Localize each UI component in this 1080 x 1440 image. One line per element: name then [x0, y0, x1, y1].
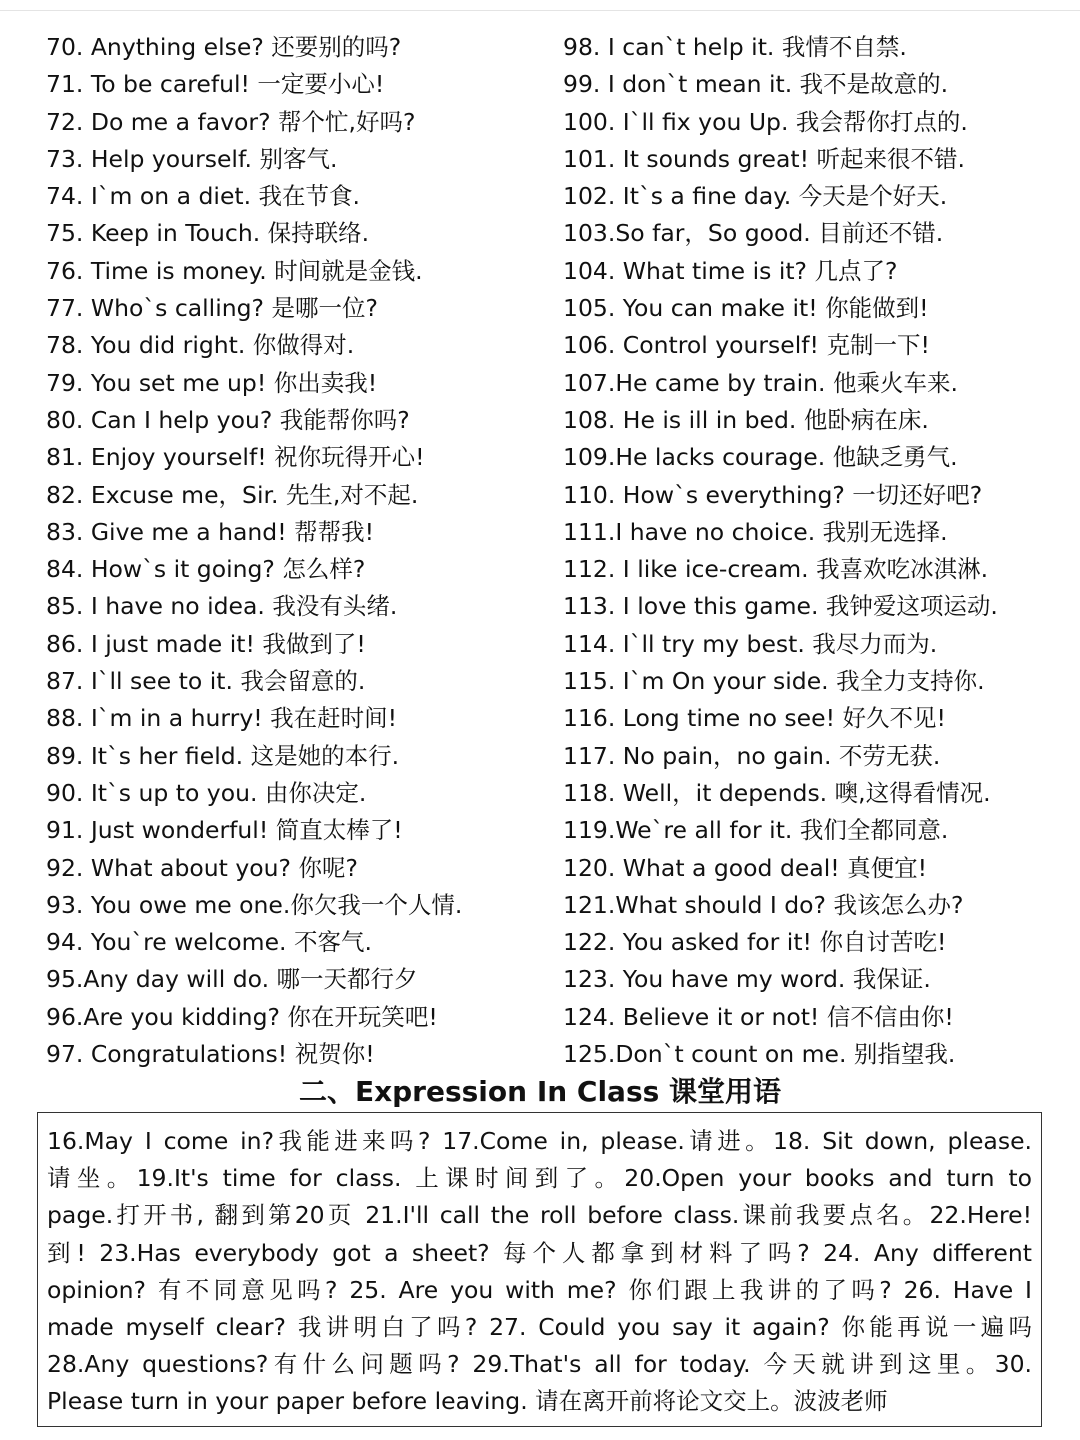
phrase-item: 74. I`m on a diet. 我在节食.: [46, 182, 361, 211]
phrase-item: 124. Believe it or not! 信不信由你!: [563, 1002, 954, 1031]
phrase-item: 88. I`m in a hurry! 我在赶时间!: [46, 704, 398, 733]
phrase-item: 79. You set me up! 你出卖我!: [46, 368, 378, 397]
section-title: 二、Expression In Class 课堂用语: [298, 1075, 782, 1108]
phrase-item: 103.So far，So good. 目前还不错.: [563, 219, 944, 248]
phrase-item: 75. Keep in Touch. 保持联络.: [46, 219, 370, 248]
class-expressions-line: Please turn in your paper before leaving. 请在离开前将论文交上。波波老师: [47, 1387, 888, 1416]
class-expressions-line: 到! 23.Has everybody got a sheet? 每个人都拿到材料了吗? 24. Any different: [47, 1238, 1032, 1267]
phrase-item: 93. You owe me one.你欠我一个人情.: [46, 890, 463, 919]
phrase-item: 110. How`s everything? 一切还好吧?: [563, 480, 983, 509]
phrase-item: 87. I`ll see to it. 我会留意的.: [46, 667, 366, 696]
phrase-item: 109.He lacks courage. 他缺乏勇气.: [563, 443, 958, 472]
phrase-list-left: [46, 29, 551, 1073]
phrase-item: 92. What about you? 你呢?: [46, 853, 358, 882]
class-expressions-line: 16.May I come in?我能进来吗? 17.Come in, please.请进。18. Sit down, please.: [47, 1127, 1032, 1155]
phrase-item: 102. It`s a fine day. 今天是个好天.: [563, 182, 948, 211]
phrase-item: 120. What a good deal! 真便宜!: [563, 853, 928, 882]
phrase-item: 107.He came by train. 他乘火车来.: [563, 368, 958, 397]
phrase-item: 100. I`ll fix you Up. 我会帮你打点的.: [563, 107, 968, 136]
phrase-item: 117. No pain，no gain. 不劳无获.: [563, 741, 941, 770]
phrase-item: 99. I don`t mean it. 我不是故意的.: [563, 70, 949, 99]
phrase-item: 104. What time is it? 几点了?: [563, 256, 898, 285]
class-expressions-line: made myself clear? 我讲明白了吗? 27. Could you say it again? 你能再说一遍吗: [47, 1313, 1032, 1342]
phrase-item: 98. I can`t help it. 我情不自禁.: [563, 33, 907, 61]
class-expressions-line: 28.Any questions?有什么问题吗? 29.That's all for today. 今天就讲到这里。30.: [47, 1350, 1032, 1379]
phrase-item: 115. I`m On your side. 我全力支持你.: [563, 667, 985, 696]
phrase-item: 119.We`re all for it. 我们全都同意.: [563, 816, 949, 845]
phrase-item: 112. I like ice-cream. 我喜欢吃冰淇淋.: [563, 555, 989, 584]
top-divider: [0, 10, 1080, 11]
class-expressions-line: opinion? 有不同意见吗? 25. Are you with me? 你们跟上我讲的了吗? 26. Have I: [47, 1275, 1032, 1304]
phrase-item: 116. Long time no see! 好久不见!: [563, 704, 946, 733]
phrase-item: 97. Congratulations! 祝贺你!: [46, 1040, 375, 1069]
phrase-list-right: [563, 29, 1068, 1073]
phrase-item: 108. He is ill in bed. 他卧病在床.: [563, 405, 929, 434]
phrase-item: 78. You did right. 你做得对.: [46, 331, 355, 360]
phrase-item: 76. Time is money. 时间就是金钱.: [46, 256, 423, 285]
phrase-item: 118. Well，it depends. 噢,这得看情况.: [563, 778, 991, 807]
phrase-item: 89. It`s her field. 这是她的本行.: [46, 741, 400, 770]
class-expressions-line: 请坐。19.It's time for class. 上课时间到了。20.Open your books and turn to: [47, 1164, 1032, 1193]
phrase-item: 122. You asked for it! 你自讨苦吃!: [563, 928, 947, 957]
phrase-item: 113. I love this game. 我钟爱这项运动.: [563, 592, 998, 621]
phrase-item: 111.I have no choice. 我别无选择.: [563, 517, 948, 546]
phrase-item: 80. Can I help you? 我能帮你吗?: [46, 405, 410, 434]
phrase-item: 96.Are you kidding? 你在开玩笑吧!: [46, 1002, 438, 1031]
phrase-item: 125.Don`t count on me. 别指望我.: [563, 1040, 956, 1069]
phrase-item: 70. Anything else? 还要别的吗?: [46, 33, 402, 61]
phrase-item: 105. You can make it! 你能做到!: [563, 294, 929, 323]
phrase-item: 91. Just wonderful! 简直太棒了!: [46, 816, 403, 845]
phrase-item: 73. Help yourself. 别客气.: [46, 144, 338, 173]
phrase-item: 71. To be careful! 一定要小心!: [46, 70, 385, 99]
phrase-item: 83. Give me a hand! 帮帮我!: [46, 517, 375, 546]
class-expressions-box: [37, 1112, 1042, 1427]
phrase-item: 84. How`s it going? 怎么样?: [46, 555, 366, 584]
class-expressions-line: page.打开书, 翻到第20页 21.I'll call the roll before class.课前我要点名。22.Here!: [47, 1201, 1032, 1230]
phrase-item: 72. Do me a favor? 帮个忙,好吗?: [46, 107, 416, 136]
phrase-item: 123. You have my word. 我保证.: [563, 965, 931, 994]
phrase-item: 86. I just made it! 我做到了!: [46, 629, 366, 658]
phrase-item: 81. Enjoy yourself! 祝你玩得开心!: [46, 443, 425, 472]
phrase-item: 121.What should I do? 我该怎么办?: [563, 890, 964, 919]
phrase-item: 95.Any day will do. 哪一天都行夕: [46, 965, 418, 994]
phrase-item: 90. It`s up to you. 由你决定.: [46, 778, 367, 807]
phrase-item: 85. I have no idea. 我没有头绪.: [46, 592, 398, 621]
phrase-item: 101. It sounds great! 听起来很不错.: [563, 144, 965, 173]
phrase-item: 106. Control yourself! 克制一下!: [563, 331, 930, 360]
phrase-item: 114. I`ll try my best. 我尽力而为.: [563, 629, 938, 658]
phrase-item: 94. You`re welcome. 不客气.: [46, 928, 372, 957]
phrase-item: 82. Excuse me，Sir. 先生,对不起.: [46, 480, 419, 509]
phrase-item: 77. Who`s calling? 是哪一位?: [46, 294, 378, 323]
